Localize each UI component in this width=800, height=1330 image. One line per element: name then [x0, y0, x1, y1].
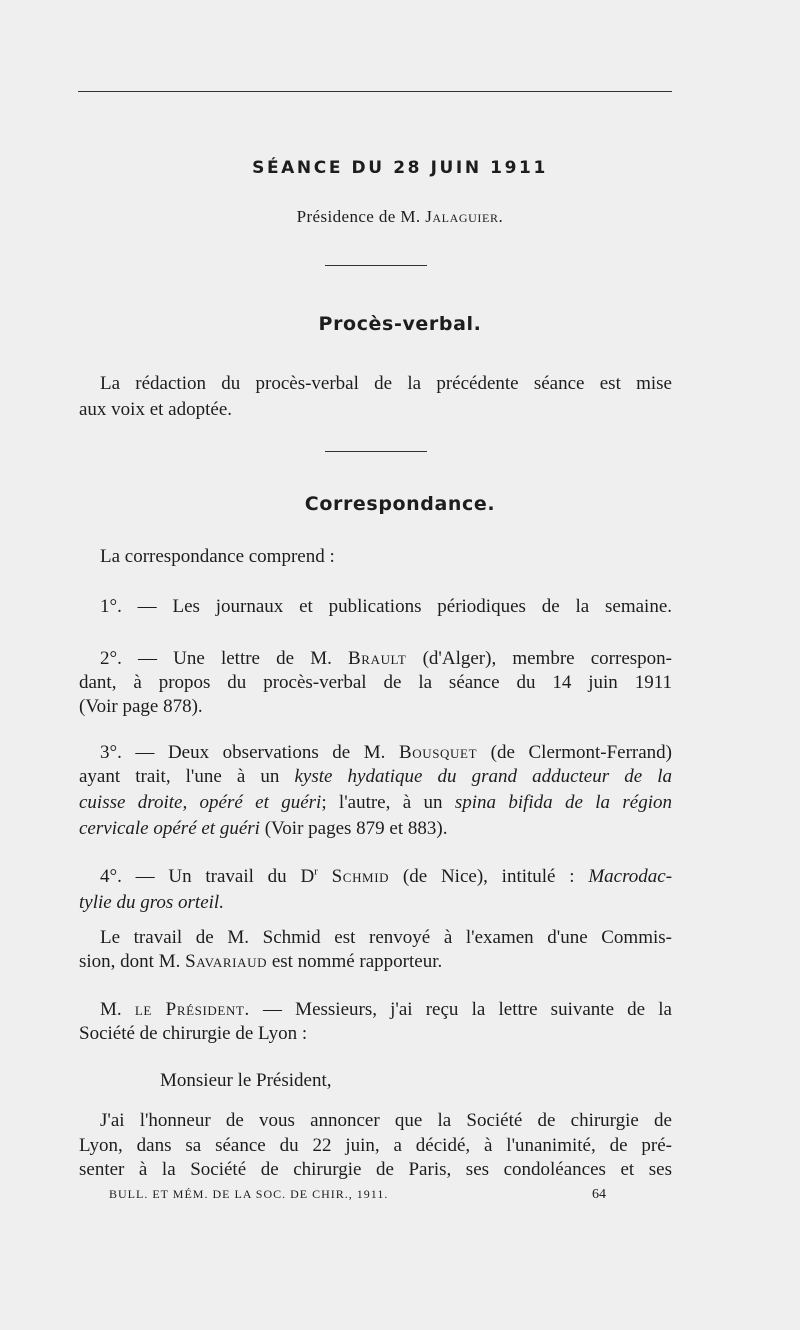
correspondance-heading: Correspondance.: [304, 493, 496, 515]
author-name: Bousquet: [398, 742, 478, 763]
item-4-italic: tylie du gros orteil.: [79, 892, 224, 913]
proces-verbal-heading: Procès-verbal.: [318, 313, 482, 335]
item-3-text: (de Clermont-Ferrand): [490, 742, 672, 763]
item-3-italic: spina bifida de la région: [454, 792, 672, 813]
presidence-prefix: Présidence de M.: [296, 207, 421, 226]
letter-line-1: J'ai l'honneur de vous annoncer que la Société de chirurgie de: [100, 1110, 672, 1131]
item-2-line-2: dant, à propos du procès-verbal de la séance du 14 juin 1911: [79, 672, 672, 693]
president-text: M.: [100, 999, 122, 1020]
item-4-italic: Macrodac-: [588, 866, 673, 887]
schmid-text: est nommé rapporteur.: [271, 951, 443, 972]
author-name: Schmid: [331, 866, 390, 887]
footer-citation: BULL. ET MÉM. DE LA SOC. DE CHIR., 1911.: [109, 1187, 389, 1201]
item-3-italic: kyste hydatique du grand adducteur de la: [294, 766, 673, 787]
item-4-prefix: 4°. — Un travail du D: [100, 866, 315, 887]
author-name: Brault: [348, 648, 407, 669]
item-3-text: (Voir pages 879 et 883).: [264, 818, 448, 839]
letter-line-2: Lyon, dans sa séance du 22 juin, a décidé, à l'unanimité, de pré-: [79, 1135, 672, 1156]
schmid-text: sion, dont M.: [79, 951, 181, 972]
item-3-line-2: [79, 765, 672, 789]
letter-salutation: Monsieur le Président,: [160, 1070, 332, 1091]
rapporteur-name: Savariaud: [185, 951, 268, 972]
president-text: — Messieurs, j'ai reçu la lettre suivante de la: [263, 999, 672, 1020]
page-number: 64: [592, 1187, 606, 1202]
item-3-text: 3°. — Deux observations de M.: [100, 742, 386, 763]
item-1: 1°. — Les journaux et publications périodiques de la semaine.: [100, 596, 672, 617]
item-3-text: ayant trait, l'une à un: [79, 766, 280, 787]
president-name: Jalaguier.: [425, 207, 504, 226]
item-3-segment: [79, 792, 442, 813]
item-2-line-3: (Voir page 878).: [79, 696, 203, 717]
item-3-italic: cuisse droite, opéré et guéri: [79, 792, 322, 813]
president-line-1: [100, 998, 672, 1022]
correspondance-intro: La correspondance comprend :: [100, 546, 335, 567]
president-line-2: Société de chirurgie de Lyon :: [79, 1023, 308, 1044]
doctor-abbrev-sup: r: [314, 865, 318, 878]
item-2-text: 2°. — Une lettre de M.: [100, 648, 332, 669]
presidence-line: [0, 207, 800, 227]
item-4-line-1: [100, 865, 672, 889]
proces-verbal-line-2: aux voix et adoptée.: [79, 399, 233, 420]
item-3-line-1: [100, 741, 672, 765]
president-title: le Président.: [134, 999, 250, 1020]
item-4-line-2: [79, 891, 672, 915]
seance-title: SÉANCE DU 28 JUIN 1911: [252, 158, 548, 178]
item-3-line-3: [79, 791, 672, 815]
item-4-text: [100, 866, 318, 887]
schmid-line-2: [79, 950, 672, 974]
item-3-italic: cervicale opéré et guéri: [79, 818, 260, 839]
item-3-text: ; l'autre, à un: [321, 792, 443, 813]
item-2-line-1: [100, 647, 672, 671]
item-3-line-4: [79, 817, 672, 841]
top-rule: [78, 91, 672, 92]
item-2-text: (d'Alger), membre correspon-: [422, 648, 672, 669]
schmid-line-1: Le travail de M. Schmid est renvoyé à l'examen d'une Commis-: [100, 927, 672, 948]
letter-line-3: senter à la Société de chirurgie de Paris, ses condoléances et ses: [79, 1159, 672, 1180]
proces-verbal-line-1: La rédaction du procès-verbal de la précédente séance est mise: [100, 373, 672, 394]
section-divider: [325, 451, 427, 452]
section-divider: [325, 265, 427, 266]
item-4-text: (de Nice), intitulé :: [402, 866, 575, 887]
